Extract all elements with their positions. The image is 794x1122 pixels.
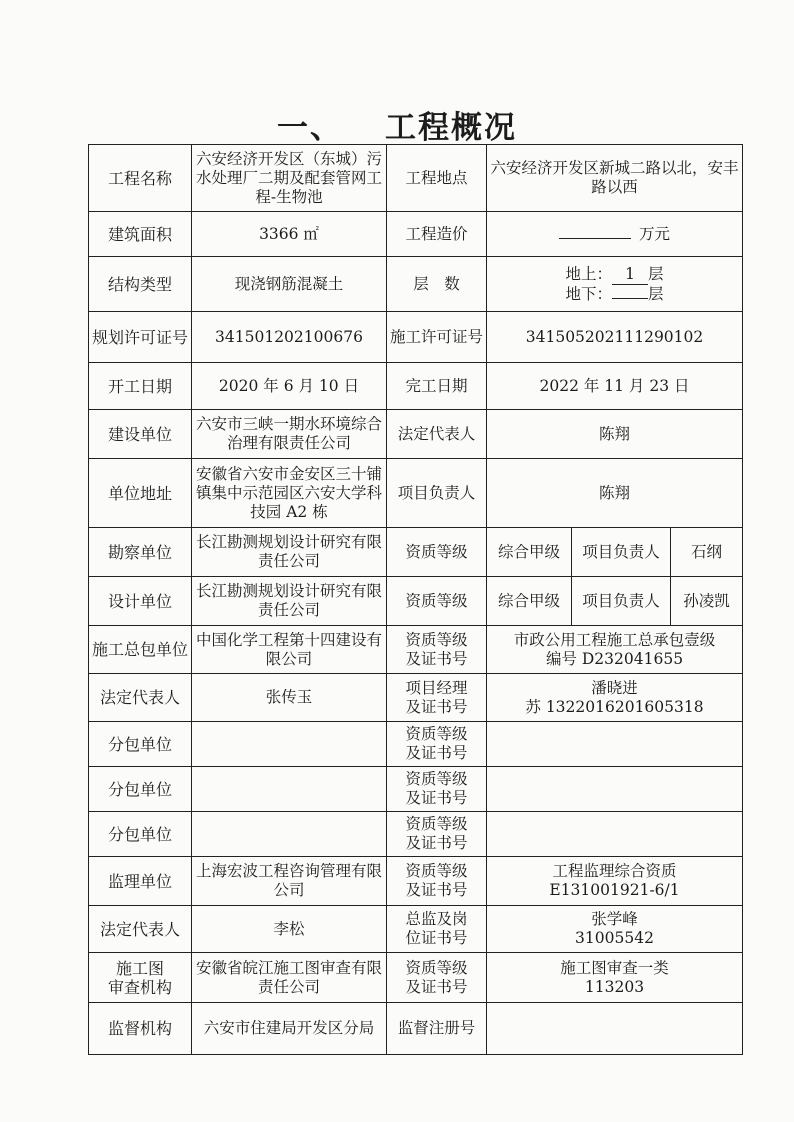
value-builder: 六安市三峡一期水环境综合治理有限责任公司 (192, 410, 387, 459)
value-supervisor-rep: 李松 (192, 906, 387, 953)
value-survey-lead: 石纲 (671, 528, 743, 577)
floors-below-blank (612, 297, 648, 299)
row-sub3 (89, 812, 743, 857)
label-design: 设计单位 (89, 577, 192, 626)
value-builder-rep: 陈翔 (487, 410, 743, 459)
row-oversight (89, 1003, 743, 1055)
page-title (0, 102, 794, 147)
value-oversight-reg (487, 1003, 743, 1055)
label-builder: 建设单位 (89, 410, 192, 459)
label-design-grade: 资质等级 (387, 577, 487, 626)
label-contractor: 施工总包单位 (89, 626, 192, 674)
row-address (89, 459, 743, 528)
value-review-grade: 施工图审查一类 113203 (487, 953, 743, 1003)
value-sub1-grade (487, 722, 743, 767)
value-review: 安徽省皖江施工图审查有限责任公司 (192, 953, 387, 1003)
label-survey-lead: 项目负责人 (572, 528, 671, 577)
label-end-date: 完工日期 (387, 363, 487, 410)
value-sub3-grade (487, 812, 743, 857)
value-contractor-grade: 市政公用工程施工总承包壹级 编号 D232041655 (487, 626, 743, 674)
row-contractor-rep (89, 674, 743, 722)
label-supervisor: 监理单位 (89, 857, 192, 906)
label-sub1-grade: 资质等级 及证书号 (387, 722, 487, 767)
row-project-name (89, 145, 743, 212)
value-survey-grade: 综合甲级 (487, 528, 572, 577)
value-end-date: 2022 年 11 月 23 日 (487, 363, 743, 410)
label-sub3: 分包单位 (89, 812, 192, 857)
label-planning-permit: 规划许可证号 (89, 312, 192, 363)
value-floors (487, 257, 743, 312)
value-project-manager: 潘晓进 苏 1322016201605318 (487, 674, 743, 722)
value-contractor-rep: 张传玉 (192, 674, 387, 722)
label-oversight: 监督机构 (89, 1003, 192, 1055)
row-dates (89, 363, 743, 410)
floors-above-value: 1 (612, 265, 648, 285)
value-project-name: 六安经济开发区（东城）污水处理厂二期及配套管网工程-生物池 (192, 145, 387, 212)
cost-unit: 万元 (639, 224, 671, 243)
floors-above: 地上： 1 层 (565, 264, 664, 283)
label-contractor-grade: 资质等级 及证书号 (387, 626, 487, 674)
label-survey: 勘察单位 (89, 528, 192, 577)
label-supervisor-grade: 资质等级 及证书号 (387, 857, 487, 906)
row-supervisor-rep (89, 906, 743, 953)
value-survey: 长江勘测规划设计研究有限责任公司 (192, 528, 387, 577)
value-project-lead: 陈翔 (487, 459, 743, 528)
label-start-date: 开工日期 (89, 363, 192, 410)
title-number: 一、 (277, 110, 343, 146)
label-supervisor-rep: 法定代表人 (89, 906, 192, 953)
value-design-lead: 孙凌凯 (671, 577, 743, 626)
row-survey (89, 528, 743, 577)
label-project-manager: 项目经理 及证书号 (387, 674, 487, 722)
value-address: 安徽省六安市金安区三十铺镇集中示范园区六安大学科技园 A2 栋 (192, 459, 387, 528)
value-supervisor-grade: 工程监理综合资质 E131001921-6/1 (487, 857, 743, 906)
label-design-lead: 项目负责人 (572, 577, 671, 626)
value-supervisor: 上海宏波工程咨询管理有限公司 (192, 857, 387, 906)
label-oversight-reg: 监督注册号 (387, 1003, 487, 1055)
row-design (89, 577, 743, 626)
label-review: 施工图 审查机构 (89, 953, 192, 1003)
label-cost: 工程造价 (387, 212, 487, 257)
value-sub2 (192, 767, 387, 812)
label-project-location: 工程地点 (387, 145, 487, 212)
value-chief-supervisor: 张学峰 31005542 (487, 906, 743, 953)
value-design: 长江勘测规划设计研究有限责任公司 (192, 577, 387, 626)
floors-below: 地下： 层 (565, 284, 664, 303)
value-sub1 (192, 722, 387, 767)
value-project-location: 六安经济开发区新城二路以北，安丰路以西 (487, 145, 743, 212)
label-sub1: 分包单位 (89, 722, 192, 767)
row-supervisor (89, 857, 743, 906)
label-area: 建筑面积 (89, 212, 192, 257)
value-sub2-grade (487, 767, 743, 812)
row-permits (89, 312, 743, 363)
row-area (89, 212, 743, 257)
value-structure: 现浇钢筋混凝土 (192, 257, 387, 312)
label-builder-rep: 法定代表人 (387, 410, 487, 459)
label-project-name: 工程名称 (89, 145, 192, 212)
title-text: 工程概况 (385, 110, 517, 146)
label-address: 单位地址 (89, 459, 192, 528)
value-oversight: 六安市住建局开发区分局 (192, 1003, 387, 1055)
value-planning-permit: 341501202100676 (192, 312, 387, 363)
label-survey-grade: 资质等级 (387, 528, 487, 577)
label-review-grade: 资质等级 及证书号 (387, 953, 487, 1003)
label-sub2: 分包单位 (89, 767, 192, 812)
value-sub3 (192, 812, 387, 857)
row-sub2 (89, 767, 743, 812)
value-design-grade: 综合甲级 (487, 577, 572, 626)
cost-blank (559, 237, 631, 239)
value-area: 3366 ㎡ (192, 212, 387, 257)
row-contractor (89, 626, 743, 674)
label-structure: 结构类型 (89, 257, 192, 312)
row-sub1 (89, 722, 743, 767)
value-cost (487, 212, 743, 257)
row-structure (89, 257, 743, 312)
row-review (89, 953, 743, 1003)
value-construction-permit: 341505202111290102 (487, 312, 743, 363)
label-floors: 层 数 (387, 257, 487, 312)
project-overview-table (88, 144, 743, 1055)
label-project-lead: 项目负责人 (387, 459, 487, 528)
label-construction-permit: 施工许可证号 (387, 312, 487, 363)
label-sub2-grade: 资质等级 及证书号 (387, 767, 487, 812)
value-contractor: 中国化学工程第十四建设有限公司 (192, 626, 387, 674)
value-start-date: 2020 年 6 月 10 日 (192, 363, 387, 410)
label-contractor-rep: 法定代表人 (89, 674, 192, 722)
label-chief-supervisor: 总监及岗 位证书号 (387, 906, 487, 953)
row-builder (89, 410, 743, 459)
label-sub3-grade: 资质等级 及证书号 (387, 812, 487, 857)
